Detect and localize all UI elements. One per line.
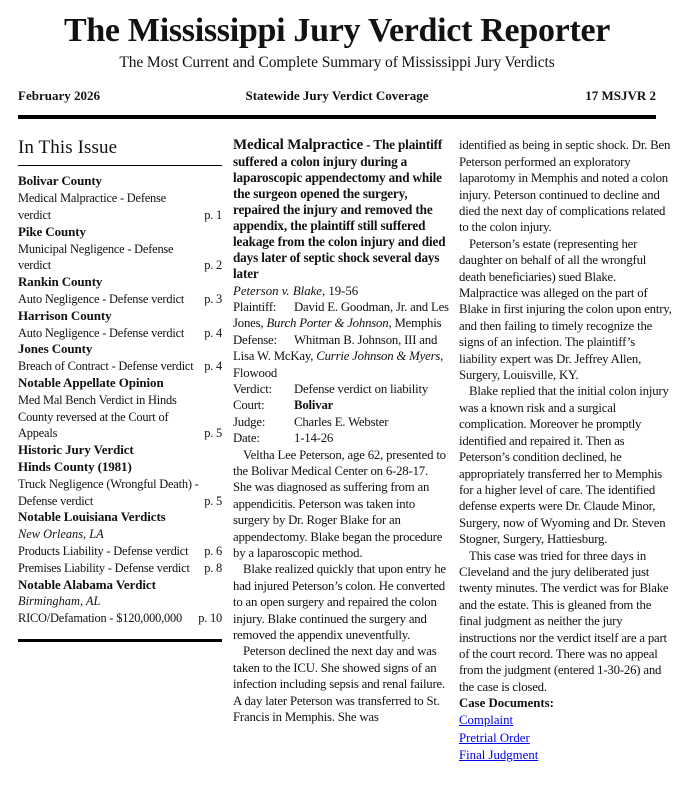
toc-entry xyxy=(18,476,222,510)
article-paragraph: Blake realized quickly that upon entry he had injured Peterson’s colon. He converted to an open surgery and repaired the colon injury. Blake continued the surgery and removed the appendix uneventfully. xyxy=(233,562,446,643)
volume-label: 17 MSJVR 2 xyxy=(585,88,656,104)
case-field-label: Judge: xyxy=(233,414,266,429)
header-rule xyxy=(18,115,656,119)
toc-location: New Orleans, LA xyxy=(18,527,104,542)
toc-entry-text: Municipal Negligence - Defense verdict xyxy=(18,241,174,273)
toc-entry-page: p. 10 xyxy=(198,611,222,626)
toc-entry-text: Med Mal Bench Verdict in Hinds County reversed at the Court of Appeals xyxy=(18,392,177,441)
article-paragraph: This case was tried for three days in Cleveland and the jury deliberated just twenty minutes. The verdict was for Blake and the estate. This is gleaned from the final judgment as neither the jury instructions nor the verdict itself are a part of the court record. There was no appeal from the judgment (entered 1-30-26) and the case is closed. xyxy=(459,548,669,694)
toc-entry xyxy=(18,325,222,342)
toc-bottom-rule xyxy=(18,639,222,642)
toc-section-heading: Notable Alabama Verdict xyxy=(18,576,156,592)
toc-section-heading: Bolivar County xyxy=(18,173,102,189)
toc-section-heading: Notable Appellate Opinion xyxy=(18,374,164,390)
toc-entry-text: Products Liability - Defense verdict xyxy=(18,543,189,558)
article-column-2 xyxy=(459,137,674,764)
coverage-label: Statewide Jury Verdict Coverage xyxy=(245,88,429,104)
toc-list xyxy=(18,173,222,627)
toc-location: Birmingham, AL xyxy=(18,594,101,609)
toc-entry-text: Auto Negligence - Defense verdict xyxy=(18,291,185,306)
toc-section-heading: Pike County xyxy=(18,223,86,239)
case-field-value: Whitman B. Johnson, III and Lisa W. McKay, xyxy=(233,332,438,364)
article-headline-lead: Medical Malpractice xyxy=(233,137,364,154)
toc-entry-page: p. 4 xyxy=(204,359,222,374)
case-citation xyxy=(233,283,449,299)
toc-section-heading: Hinds County (1981) xyxy=(18,458,132,474)
issue-info-bar xyxy=(18,88,656,104)
case-field-label: Date: xyxy=(233,431,260,446)
case-field-value: Bolivar xyxy=(294,398,334,413)
article-body-column-1 xyxy=(233,447,449,726)
toc-entry-text: Medical Malpractice - Defense verdict xyxy=(18,191,166,222)
toc-entry-text: Truck Negligence (Wrongful Death) - Defense verdict xyxy=(18,476,199,508)
toc-entry-text: Breach of Contract - Defense verdict xyxy=(18,359,194,374)
case-field-value: , Memphis xyxy=(388,316,442,331)
toc-heading: In This Issue xyxy=(18,137,222,166)
case-field-row xyxy=(233,397,449,413)
content-columns xyxy=(18,137,672,764)
article-paragraph: Veltha Lee Peterson, age 62, presented to the Bolivar Medical Center on 6-28-17. She was diagnosed as suffering from an appendicitis. Peterson was taken into surgery by Dr. Roger Blake for an appendectomy. Blake began the procedure by a laparoscopic method. xyxy=(233,447,446,561)
article-paragraph: Peterson declined the next day and was taken to the ICU. She showed signs of an infection including sepsis and renal failure. A day later Peterson was transferred to St. Francis in Memphis. She was xyxy=(233,644,446,725)
toc-entry-page: p. 5 xyxy=(204,493,222,508)
toc-entry xyxy=(18,610,222,627)
toc-entry xyxy=(18,543,222,560)
case-field-row xyxy=(233,381,449,397)
case-field-row xyxy=(233,332,449,381)
case-field-row xyxy=(233,299,449,332)
case-number: , 19-56 xyxy=(321,283,359,298)
case-field-label: Court: xyxy=(233,398,265,413)
case-field-value: Currie Johnson & Myers xyxy=(316,349,441,364)
toc-section-heading: Notable Louisiana Verdicts xyxy=(18,509,166,525)
case-field-value: Defense verdict on liability xyxy=(294,381,429,396)
case-field-label: Plaintiff: xyxy=(233,299,277,314)
case-field-value: , Flowood xyxy=(233,349,444,380)
case-field-row xyxy=(233,430,449,446)
toc-entry xyxy=(18,190,222,224)
page-title: The Mississippi Jury Verdict Reporter xyxy=(63,12,611,49)
toc-entry-text: Premises Liability - Defense verdict xyxy=(18,560,190,575)
case-field-row xyxy=(233,414,449,430)
page-subtitle: The Most Current and Complete Summary of Mississippi Jury Verdicts xyxy=(119,54,555,72)
toc-section-heading: Rankin County xyxy=(18,274,103,290)
toc-entry-page: p. 2 xyxy=(204,258,222,273)
issue-date: February 2026 xyxy=(18,88,100,104)
toc-entry-text: RICO/Defamation - $120,000,000 xyxy=(18,611,183,626)
toc-entry-page: p. 6 xyxy=(204,543,222,558)
toc-entry-page: p. 1 xyxy=(204,207,222,222)
case-document-links xyxy=(459,712,674,765)
toc-entry xyxy=(18,358,222,375)
article-headline-rest: - The plaintiff suffered a colon injury during a laparoscopic appendectomy and while the surgeon opened the surgery, repaired the injury and removed the appendix, the plaintiff still suffered leakage from the colon injury and died days later of septic shock several days later xyxy=(233,137,446,281)
toc-section-heading: Jones County xyxy=(18,341,93,357)
case-document-link[interactable]: Final Judgment xyxy=(459,748,539,763)
article-paragraph: Peterson’s estate (representing her daughter on behalf of all the wrongful death beneficiaries) sued Blake. Malpractice was alleged on the part of Blake in first injuring the colon upon entry, and then failing to timely recognize the signs of an infection. The plaintiff’s liability expert was Dr. Jeffrey Allen, Surgery, Louisville, KY. xyxy=(459,236,672,383)
article-body-column-2 xyxy=(459,137,674,695)
toc-entry-text: Auto Negligence - Defense verdict xyxy=(18,325,185,340)
toc-section-heading: Historic Jury Verdict xyxy=(18,442,134,458)
toc-entry-page: p. 8 xyxy=(204,560,222,575)
case-name: Peterson v. Blake xyxy=(233,283,322,298)
toc-column xyxy=(18,137,222,764)
toc-section-heading: Harrison County xyxy=(18,307,112,323)
article-column-1 xyxy=(233,137,449,764)
case-field-value: Burch Porter & Johnson xyxy=(266,316,389,331)
article-paragraph: Blake replied that the initial colon injury was a known risk and a surgical complication. Moreover he promptly identified and repaired it. Then as Peterson’s condition declined, he appropriately transferred her to Memphis for a higher level of care. The identified defense experts were Dr. Claude Minor, Surgery, now of Wyoming and Dr. Steven Stogner, Surgery, Hattiesburg. xyxy=(459,384,669,547)
article-headline xyxy=(233,137,449,281)
case-document-link[interactable]: Complaint xyxy=(459,713,514,728)
toc-entry xyxy=(18,241,222,275)
case-field-label: Verdict: xyxy=(233,381,272,396)
case-field-value: Charles E. Webster xyxy=(294,414,389,429)
case-field-value: 1-14-26 xyxy=(294,431,334,446)
case-field-label: Defense: xyxy=(233,332,277,347)
toc-entry-page: p. 3 xyxy=(204,291,222,306)
toc-entry-page: p. 4 xyxy=(204,325,222,340)
toc-entry xyxy=(18,291,222,308)
article-paragraph: identified as being in septic shock. Dr. Ben Peterson performed an exploratory laparotomy in Memphis and noted a colon injury. Peterson continued to decline and died the next day of complications related to the colon injury. xyxy=(459,138,671,235)
toc-entry xyxy=(18,392,222,442)
masthead xyxy=(0,0,674,119)
case-field-value: David E. Goodman, Jr. and Les Jones, xyxy=(233,299,449,331)
toc-entry-page: p. 5 xyxy=(204,426,222,441)
case-document-link[interactable]: Pretrial Order xyxy=(459,730,530,745)
toc-entry xyxy=(18,560,222,577)
case-field-list xyxy=(233,299,449,447)
case-documents-heading: Case Documents: xyxy=(459,696,554,711)
